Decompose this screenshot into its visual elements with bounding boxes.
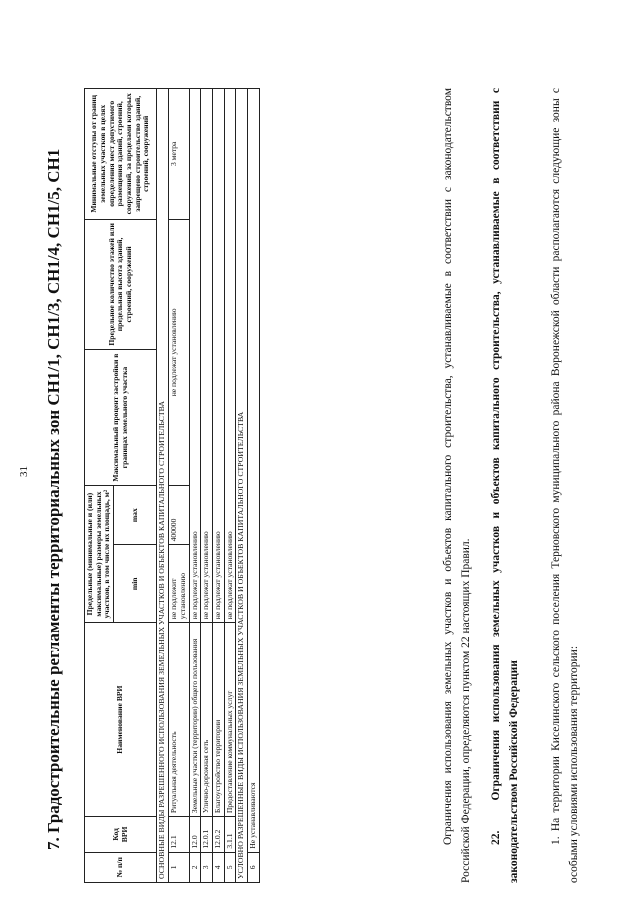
header-size — [85, 486, 114, 623]
cell-min: не подлежит установлению — [169, 545, 189, 623]
cell-name: Земельные участки (территории) общего пользования — [189, 623, 201, 817]
cell-values: не подлежат установлению — [201, 89, 213, 623]
cell-percent-floors: не подлежат установлению — [169, 219, 189, 485]
regulations-table — [84, 88, 260, 883]
cell-num: 6 — [248, 852, 260, 882]
table-row — [169, 89, 189, 883]
table-header-row — [85, 89, 114, 883]
section-title: Ограничения использования земельных участков и объектов капитального строительства, устанавливаемые в соответствии с законодательством Российской Федерации — [490, 88, 520, 883]
cell-num: 4 — [212, 852, 224, 882]
table-row — [248, 89, 260, 883]
cell-code: 12.0 — [189, 817, 201, 853]
header-indent: Минимальные отступы от границ земельных участков в целях определения мест допустимого размещения зданий, строений, сооружений, за пределами которых запрещено строительство зданий, строений, сооружений — [85, 89, 157, 220]
cell-values: не подлежат установлению — [212, 89, 224, 623]
paragraph-text: 1. На территории Киселинского сельского поселения Терновского муниципального района Воронежской области располагаются следующие зоны с особыми условиями использования территории: — [550, 88, 580, 883]
header-floors: Предельное количество этажей или предельная высота зданий, строений, сооружений — [85, 219, 157, 350]
header-size-text: Предельные (минимальные и (или) максимальные) размеры земельных участков, в том числе их площадь, м² — [85, 489, 112, 619]
cell-code: 12.0.1 — [201, 817, 213, 853]
cell-name: Улично-дорожная сеть — [201, 623, 213, 817]
table-row — [201, 89, 213, 883]
cell-text: Не устанавливаются — [248, 89, 260, 853]
cell-values: не подлежат установлению — [224, 89, 236, 623]
cell-num: 3 — [201, 852, 213, 882]
header-name: Наименование ВРИ — [85, 623, 157, 817]
section-conditional-title: УСЛОВНО РАЗРЕШЕННЫЕ ВИДЫ ИСПОЛЬЗОВАНИЯ ЗЕМЕЛЬНЫХ УЧАСТКОВ И ОБЪЕКТОВ КАПИТАЛЬНОГО СТРОИТЕЛЬСТВА — [236, 89, 248, 883]
header-min: min — [114, 545, 157, 623]
table-row — [224, 89, 236, 883]
section-heading: 7. Градостроительные регламенты территориальных зон СН1/1, СН1/3, СН1/4, СН1/5, СН1 — [44, 148, 63, 850]
cell-name: Благоустройство территории — [212, 623, 224, 817]
cell-code: 12.0.2 — [212, 817, 224, 853]
paragraph-restrictions-ref — [440, 88, 476, 883]
header-percent: Максимальный процент застройки в границах земельного участка — [85, 350, 157, 486]
cell-code: 3.1.1 — [224, 817, 236, 853]
cell-name: Ритуальная деятельность — [169, 623, 189, 817]
cell-values: не подлежат установлению — [189, 89, 201, 623]
cell-num: 1 — [169, 852, 189, 882]
cell-max: 400000 — [169, 486, 189, 545]
paragraph-section-22 — [488, 88, 524, 883]
cell-num: 5 — [224, 852, 236, 882]
cell-num: 2 — [189, 852, 201, 882]
table-row — [189, 89, 201, 883]
cell-name: Предоставление коммунальных услуг — [224, 623, 236, 817]
table-row — [212, 89, 224, 883]
header-num: № п/п — [85, 852, 157, 882]
page-number: 31 — [18, 466, 30, 477]
section-number: 22. — [490, 830, 502, 845]
paragraph-zones — [548, 88, 584, 883]
cell-code: 12.1 — [169, 817, 189, 853]
paragraph-text: Ограничения использования земельных участков и объектов капитального строительства, устанавливаемые в соответствии с законодательством Российской Федерации, определяются пунктом 22 настоящих Правил. — [442, 88, 472, 883]
section-main-title: ОСНОВНЫЕ ВИДЫ РАЗРЕШЕННОГО ИСПОЛЬЗОВАНИЯ ЗЕМЕЛЬНЫХ УЧАСТКОВ И ОБЪЕКТОВ КАПИТАЛЬНОГО СТРОИТЕЛЬСТВА — [157, 89, 169, 883]
section-conditional-row — [236, 89, 248, 883]
header-max: max — [114, 486, 157, 545]
section-main-row — [157, 89, 169, 883]
cell-indent: 3 метра — [169, 89, 189, 220]
header-code: Код ВРИ — [85, 817, 157, 853]
